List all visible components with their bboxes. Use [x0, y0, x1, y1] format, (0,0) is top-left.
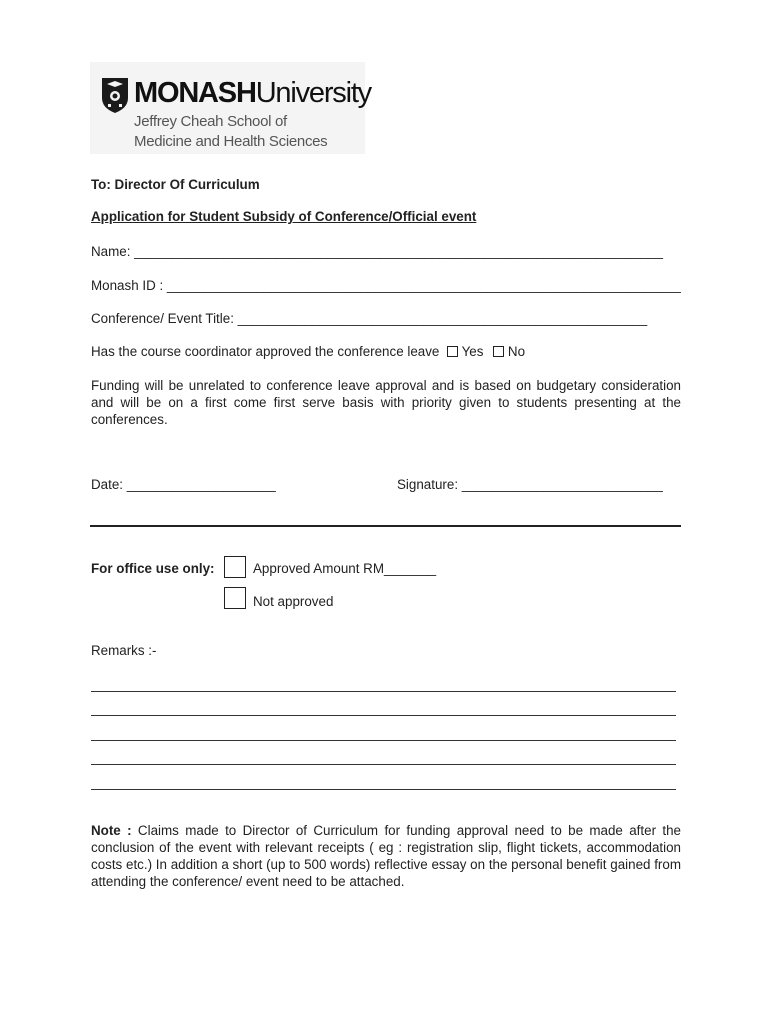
note-text: Claims made to Director of Curriculum for funding approval need to be made after the conclusion of the event with relevant receipts ( eg : registration slip, flight tickets, accommodation costs etc.) In addition a short (up to 500 words) reflective essay on the personal benefit gained from attending the conference/ event need to be attached.	[91, 823, 681, 889]
note-paragraph	[91, 822, 681, 890]
signature-field[interactable]: Signature: ___________________________	[397, 477, 663, 492]
remarks-line[interactable]	[91, 789, 676, 790]
name-field[interactable]: Name: _______________________________________________________________________	[91, 244, 663, 259]
not-approved-label: Not approved	[253, 594, 334, 609]
logo-school-line2: Medicine and Health Sciences	[134, 133, 328, 150]
form-title: Application for Student Subsidy of Conference/Official event	[91, 209, 477, 224]
office-use-label: For office use only:	[91, 561, 215, 576]
yes-checkbox[interactable]	[447, 346, 458, 357]
event-title-field[interactable]: Conference/ Event Title: _______________________________________________________	[91, 311, 648, 326]
monash-id-field[interactable]: Monash ID : _____________________________________________________________________	[91, 278, 681, 293]
remarks-line[interactable]	[91, 764, 676, 765]
funding-paragraph: Funding will be unrelated to conference leave approval and is based on budgetary consideration and will be on a first come first serve basis with priority given to students presenting at the conferences.	[91, 378, 681, 427]
logo-school-line1: Jeffrey Cheah School of	[134, 113, 287, 130]
date-field[interactable]: Date: ____________________	[91, 477, 276, 492]
university-crest-icon	[100, 76, 130, 114]
not-approved-checkbox[interactable]	[224, 587, 246, 609]
recipient-line: To: Director Of Curriculum	[91, 177, 260, 192]
section-divider	[90, 525, 681, 527]
remarks-label: Remarks :-	[91, 643, 157, 658]
approval-question: Has the course coordinator approved the conference leave	[91, 344, 440, 359]
approval-row	[91, 343, 525, 360]
remarks-line[interactable]	[91, 691, 676, 692]
monash-logo	[90, 62, 371, 154]
logo-wordmark: MONASHUniversity	[134, 77, 371, 109]
approved-checkbox[interactable]	[224, 556, 246, 578]
yes-label: Yes	[461, 344, 484, 359]
remarks-line[interactable]	[91, 740, 676, 741]
no-label: No	[507, 344, 526, 359]
note-label: Note :	[91, 823, 132, 838]
no-checkbox[interactable]	[493, 346, 504, 357]
approved-amount-label: Approved Amount RM_______	[253, 561, 437, 576]
remarks-line[interactable]	[91, 715, 676, 716]
